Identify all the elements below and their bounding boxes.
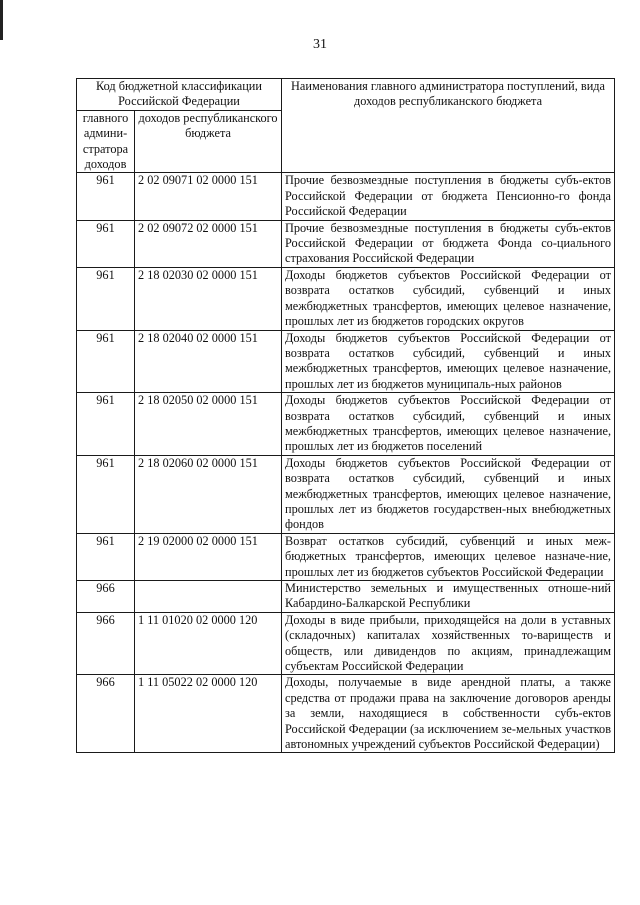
row-revenue-code: 2 02 09072 02 0000 151 [135,220,282,267]
row-administrator-code: 961 [77,393,135,456]
row-revenue-code: 2 18 02030 02 0000 151 [135,267,282,330]
row-revenue-code: 1 11 01020 02 0000 120 [135,612,282,675]
row-revenue-code: 2 18 02040 02 0000 151 [135,330,282,393]
row-administrator-code: 961 [77,330,135,393]
row-revenue-code: 2 18 02050 02 0000 151 [135,393,282,456]
page-number: 31 [313,37,327,52]
table-row [77,267,615,330]
row-administrator-code: 961 [77,533,135,580]
row-administrator-code: 961 [77,173,135,220]
table-row [77,173,615,220]
row-revenue-code [135,581,282,613]
row-revenue-name: Доходы бюджетов субъектов Российской Федерации от возврата остатков субсидий, субвенций и иных межбюджетных трансфертов, имеющих целевое назначение, прошлых лет из бюджетов муниципаль-ных районов [282,330,615,393]
row-revenue-name: Прочие безвозмездные поступления в бюджеты субъ-ектов Российской Федерации от бюджета Фонда со-циального страхования Российской Федерации [282,220,615,267]
row-revenue-name: Доходы, получаемые в виде арендной платы, а также средства от продажи права на заключение договоров аренды за земли, находящиеся в собственности субъ-ектов Российской Федерации (за исключением зе-мельных участков автономных учреждений субъектов Российской Федерации) [282,675,615,753]
table-row [77,393,615,456]
row-administrator-code: 966 [77,612,135,675]
table-row [77,581,615,613]
row-administrator-code: 961 [77,267,135,330]
row-revenue-code: 2 19 02000 02 0000 151 [135,533,282,580]
row-administrator-code: 961 [77,220,135,267]
table-row [77,675,615,753]
row-administrator-code: 966 [77,675,135,753]
row-revenue-code: 2 02 09071 02 0000 151 [135,173,282,220]
row-revenue-code: 1 11 05022 02 0000 120 [135,675,282,753]
row-revenue-name: Доходы в виде прибыли, приходящейся на доли в уставных (складочных) капиталах хозяйственных то-вариществ и обществ, или дивидендов по акциям, принадлежащим субъектам Российской Федерации [282,612,615,675]
row-revenue-name: Доходы бюджетов субъектов Российской Федерации от возврата остатков субсидий, субвенций и иных межбюджетных трансфертов, имеющих целевое назначение, прошлых лет из бюджетов поселений [282,393,615,456]
row-revenue-name: Возврат остатков субсидий, субвенций и иных меж-бюджетных трансфертов, имеющих целевое назначе-ние, прошлых лет из бюджетов субъектов Российской Федерации [282,533,615,580]
row-revenue-name: Доходы бюджетов субъектов Российской Федерации от возврата остатков субсидий, субвенций и иных межбюджетных трансфертов, имеющих целевое назначение, прошлых лет из бюджетов городских округов [282,267,615,330]
table-header-row [77,79,615,111]
row-revenue-name: Прочие безвозмездные поступления в бюджеты субъ-ектов Российской Федерации от бюджета Пенсионно-го фонда Российской Федерации [282,173,615,220]
table-row [77,612,615,675]
table-row [77,220,615,267]
header-administrator-name: Наименования главного администратора поступлений, вида доходов республиканского бюджета [282,79,615,173]
header-budget-classification-code: Код бюджетной классификации Российской Федерации [77,79,282,111]
table-row [77,330,615,393]
row-revenue-name: Доходы бюджетов субъектов Российской Федерации от возврата остатков субсидий, субвенций и иных межбюджетных трансфертов, имеющих целевое назначение, прошлых лет из бюджетов государствен-ных внебюджетных фондов [282,455,615,533]
header-revenue-code: доходов республиканского бюджета [135,110,282,173]
table-row [77,533,615,580]
row-administrator-code: 966 [77,581,135,613]
row-revenue-name: Министерство земельных и имущественных отноше-ний Кабардино-Балкарской Республики [282,581,615,613]
row-revenue-code: 2 18 02060 02 0000 151 [135,455,282,533]
budget-classification-table [76,78,615,753]
table-body [77,79,615,753]
row-administrator-code: 961 [77,455,135,533]
header-main-administrator: главного админи-стратора доходов [77,110,135,173]
scan-edge-mark [0,0,3,40]
table-row [77,455,615,533]
